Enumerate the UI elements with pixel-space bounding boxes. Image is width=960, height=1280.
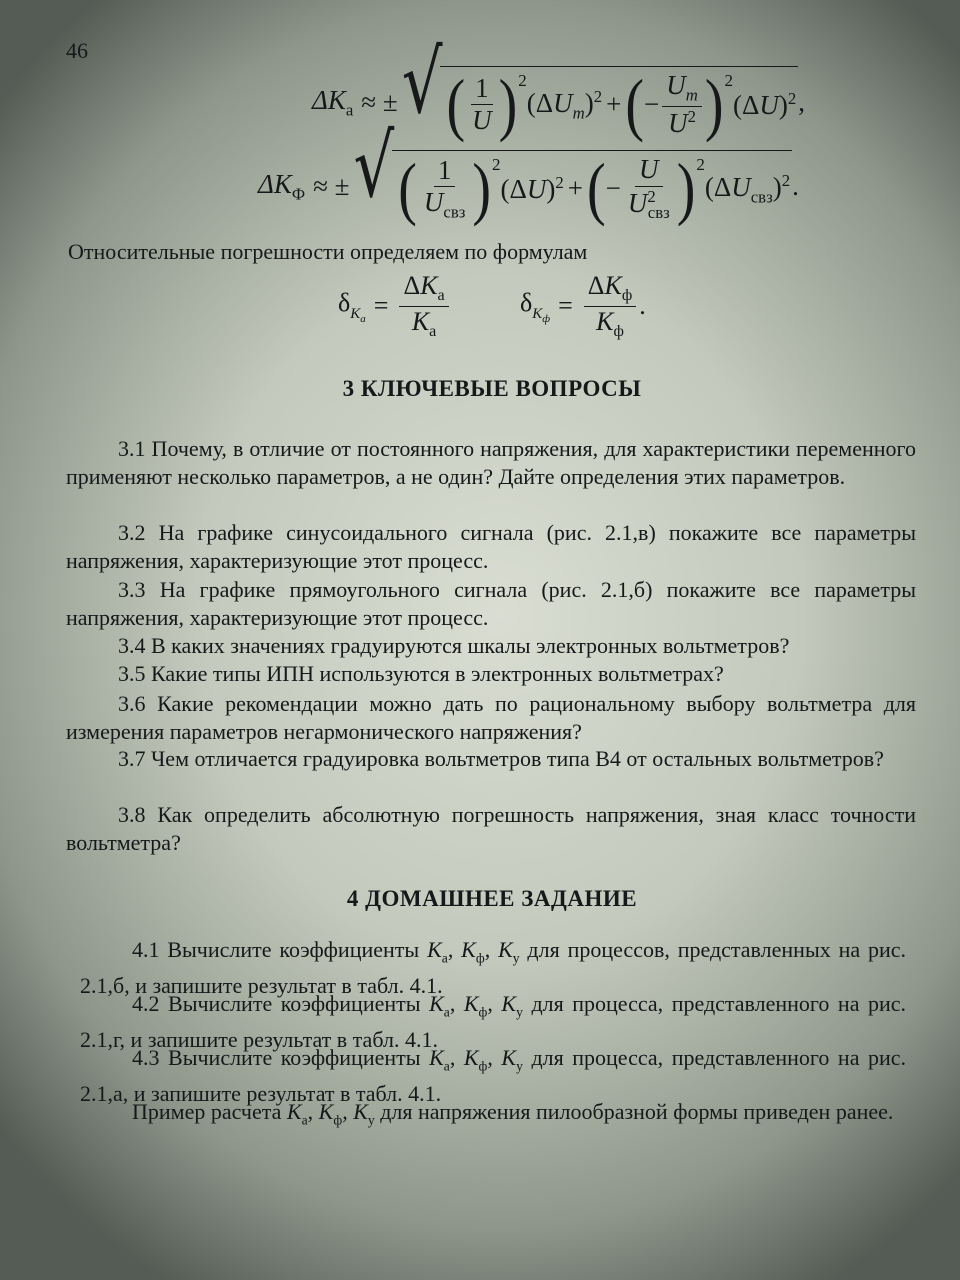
- question-3-7: 3.7 Чем отличается градуировка вольтметров типа В4 от остальных вольтметров?: [118, 746, 884, 771]
- formula-delta-kf: $\Delta K_Ф$ ≈ ± √ ( $\frac{1}{U_{свз}}$ ) 2 $(\Delta U)^2$ + ( − $\frac{U}{U^2_{свз}}$ ) 2 $(\Delta U_{свз})^2$ .: [258, 117, 799, 228]
- calculation-example-note: Пример расчета $K_а$, $K_ф$, $K_у$ для напряжения пилообразной формы приведен ранее.: [132, 1099, 894, 1128]
- formula-delta-ka-relative: $\delta_{K_а}$ = $\frac{\Delta K_а}{K_а}$: [338, 272, 452, 341]
- page-number: 46: [66, 38, 88, 63]
- section-4-heading: 4 ДОМАШНЕЕ ЗАДАНИЕ: [346, 886, 638, 911]
- task-4-2: 4.2 Вычислите коэффициенты $K_а$, $K_ф$, $K_у$ для процесса, представленного на рис. 2.1,г, и запишите результат в табл. 4.1.: [80, 991, 907, 1053]
- question-3-4: 3.4 В каких значениях градуируются шкалы электронных вольтметров?: [118, 633, 790, 658]
- question-3-3: 3.3 На графике прямоугольного сигнала (рис. 2.1,б) покажите все параметры напряжения, характеризующие этот процесс.: [66, 577, 916, 630]
- task-4-1: 4.1 Вычислите коэффициенты $K_а$, $K_ф$, $K_у$ для процессов, представленных на рис. 2.1,б, и запишите результат в табл. 4.1.: [80, 937, 907, 999]
- question-3-1: 3.1 Почему, в отличие от постоянного напряжения, для характеристики переменного применяют несколько параметров, а не один? Дайте определения этих параметров.: [66, 436, 916, 489]
- formula-delta-kf-relative: $\delta_{K_ф}$ = $\frac{\Delta K_ф}{K_ф}$ .: [520, 271, 646, 341]
- question-3-6: 3.6 Какие рекомендации можно дать по рациональному выбору вольтметра для измерения параметров негармонического напряжения?: [66, 691, 916, 744]
- question-3-8: 3.8 Как определить абсолютную погрешность напряжения, зная класс точности вольтметра?: [66, 802, 916, 855]
- formula-delta-ka: $\Delta K_а$ ≈ ± √ ( $\frac{1}{U}$ ) 2 $(\Delta U_m)^2$ + ( − $\frac{U_m}{U^2}$ ) 2 $(\Delta U)^2$ ,: [312, 33, 805, 144]
- question-3-5: 3.5 Какие типы ИПН используются в электронных вольтметрах?: [118, 661, 724, 686]
- section-3-heading: 3 КЛЮЧЕВЫЕ ВОПРОСЫ: [342, 376, 642, 401]
- question-3-2: 3.2 На графике синусоидального сигнала (рис. 2.1,в) покажите все параметры напряжения, характеризующие этот процесс.: [66, 520, 916, 573]
- task-4-3: 4.3 Вычислите коэффициенты $K_а$, $K_ф$, $K_у$ для процесса, представленного на рис. 2.1,а, и запишите результат в табл. 4.1.: [80, 1045, 907, 1107]
- relative-error-intro: Относительные погрешности определяем по формулам: [68, 239, 588, 264]
